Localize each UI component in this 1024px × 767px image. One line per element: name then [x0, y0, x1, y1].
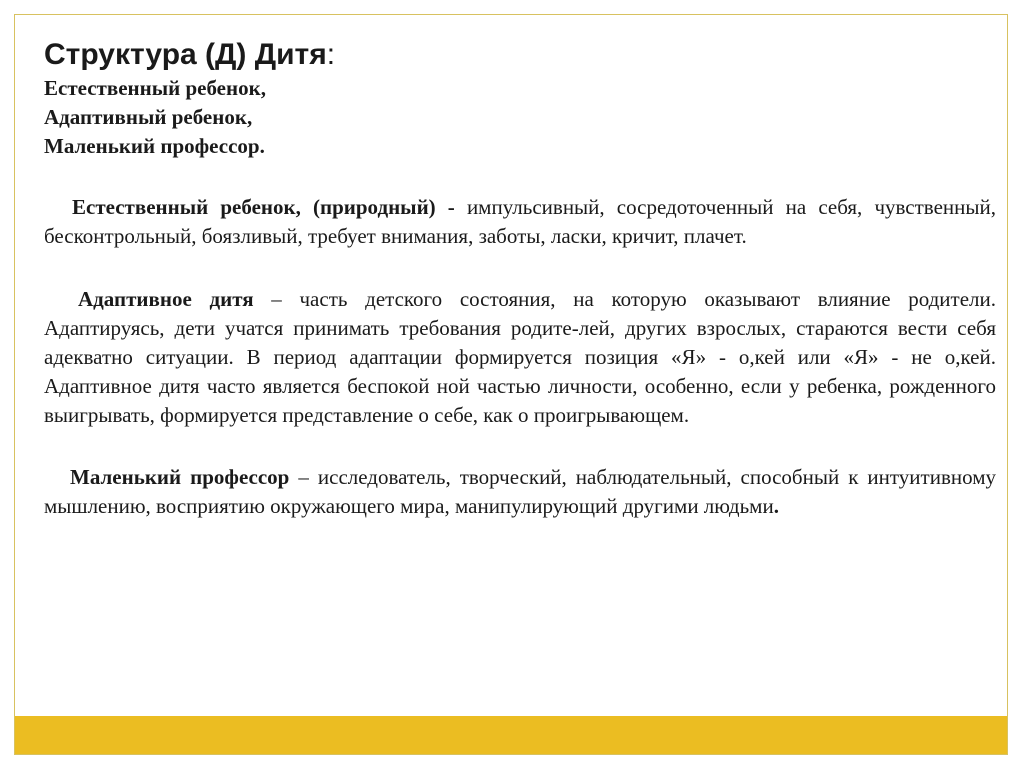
subtype-adaptive: Адаптивный ребенок,	[44, 105, 253, 129]
paragraph-adaptive-child	[44, 285, 996, 430]
subtype-professor: Маленький профессор.	[44, 134, 265, 158]
term-natural: Естественный ребенок, (природный) -	[72, 195, 455, 219]
desc-professor-end: .	[773, 494, 779, 518]
paragraph-little-professor	[44, 463, 996, 521]
accent-bar	[15, 716, 1007, 754]
slide-title: Структура (Д) Дитя:	[44, 38, 336, 71]
paragraph-natural-child	[44, 193, 996, 251]
term-adaptive: Адаптивное дитя	[78, 287, 254, 311]
desc-adaptive: – часть детского состояния, на которую оказывают влияние родители. Адаптируясь, дети учатся принимать требования родите-лей, других взрослых, стараются вести себя адекватно ситуации. В период адаптации формируется позиция «Я» - о,кей или «Я» - не о,кей. Адаптивное дитя часто является беспокой ной частью личности, особенно, если у ребенка, рожденного выигрывать, формируется представление о себе, как о проигрывающем.	[44, 287, 996, 427]
term-professor: Маленький профессор	[70, 465, 290, 489]
subtype-natural: Естественный ребенок,	[44, 76, 266, 100]
desc-natural: импульсивный, сосредоточенный на себя, чувственный, бесконтрольный, боязливый, требует внимания, заботы, ласки, кричит, плачет.	[44, 195, 996, 248]
desc-professor: – исследователь, творческий, наблюдательный, способный к интуитивному мышлению, восприятию окружающего мира, манипулирующий другими людьми	[44, 465, 996, 518]
slide-content	[44, 36, 996, 521]
